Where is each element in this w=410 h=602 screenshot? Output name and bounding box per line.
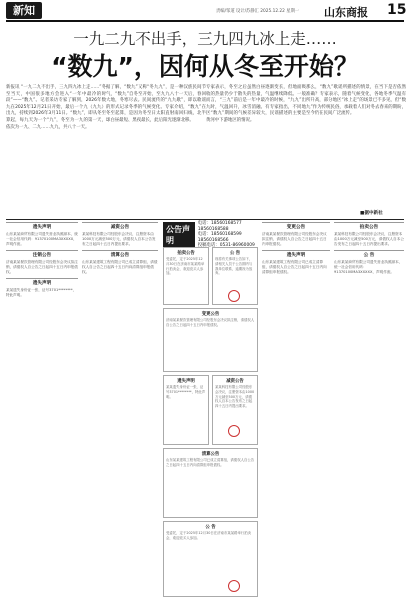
- ad-phone-line: 电话：18560168577 18560168588: [197, 221, 242, 232]
- notice-body: 受委托，定于2025年12月30日在济南市某某路举行拍卖会，欢迎竞买人参加。: [166, 531, 252, 540]
- notice-item: [262, 222, 330, 247]
- notice-item: [82, 250, 158, 275]
- ad-phone-line: 投稿电话：0531-86960009: [197, 243, 255, 249]
- page-header: [6, 2, 407, 22]
- article-column-4: 那么，“数九”歌谣所描述的情景，在当下是否依然准确？专家表示，随着气候变化，各地冬季气温有所升高，部分地区“冰上走”的场景已不多见，但“数九”作为传统民俗，承载着人们对冬去春来的期盼，至今仍在民间广泛流传。: [306, 85, 406, 117]
- notice-body: 济南某某餐饮管理有限公司经股东会决议拟注销，请债权人自公告之日起四十五日内申报债权。: [166, 318, 255, 327]
- ad-label: 公告声明: [163, 222, 195, 248]
- notice-item: [6, 250, 78, 275]
- notice-title: 公 告: [205, 525, 216, 530]
- notice-title: 注销公告: [32, 253, 52, 259]
- notice-body: 某某科技有限公司经股东会决议，注册资本由1000万元减至500万元，请债权人自本公告发布之日起四十五日内提出要求。: [82, 231, 156, 246]
- notice-column-1: [6, 222, 78, 598]
- seal-stamp: [228, 425, 240, 437]
- notice-title: 清算公告: [110, 253, 130, 259]
- notice-body: 某某遗失身份证一张，证号3701********，特此声明。: [6, 288, 77, 298]
- editor-meta: 责编/邹道 设计/苏静汇 2025.12.22 星期一: [216, 9, 300, 14]
- page-number: 15: [387, 2, 407, 18]
- notice-column-5: [334, 222, 404, 598]
- seal-stamp: [228, 290, 240, 302]
- ad-phone-line: 电话：18560168599 18560168566: [197, 232, 242, 243]
- notice-title: 减资公告: [110, 225, 130, 230]
- section-badge: 新知: [6, 2, 42, 19]
- notice-body: 山东某某建筑工程有限公司已成立清算组，请债权人自公告之日起四十五日内向清算组申报债权。: [82, 259, 158, 275]
- notice-title: 变更公告: [201, 312, 220, 317]
- notice-body: 某某科技有限公司经股东会决议，注册资本由1000万元减至500万元，请债权人自本公告发布之日起四十五日内提出要求。: [334, 231, 404, 246]
- notice-item: [6, 222, 78, 247]
- notice-title: 拍卖公告: [359, 225, 379, 230]
- seal-stamp: [228, 580, 240, 592]
- notice-body: 某某遗失身份证一张，证号3701********，特此声明。: [166, 385, 206, 399]
- notice-body: 山东某某商贸有限公司遗失营业执照副本，统一社会信用代码：91370100MA3XXXXX，声明作废。: [6, 231, 78, 246]
- ad-phones: [198, 221, 259, 248]
- article-column-1: 新报讯 “一九二九不出手，三九四九冰上走……”冬至当天，中国很多地方会进入“一年中最冷的时段”——“数九”。记者采访专家了解到，2026年数九在2025年12月21日开始，最后一个九（九九）出九，持续到2026年3月11日。“数九”，即从冬至算起，每九天为一个“九”，冬至为一九的第一天，依次为一九、二九……九九，共八十一天。: [6, 85, 106, 130]
- notice-item: [334, 222, 404, 247]
- notice-item: [334, 250, 404, 275]
- notice-title: 公 告: [363, 253, 375, 259]
- article-column-3: 专家表示，冬至之后虽然白昼逐渐变长，但地面吸收的热量仍少于散失的热量，气温继续降低。一般而言，“三九”前后是一年中最冷的时候，“九九”出九时，气温回升，冰雪消融。有专家指出，不同地区“数九”期间的气候差异较大，民谣描述的主要是黄河中下游地区的情况。: [206, 85, 306, 123]
- notice-body: 山东某某商贸有限公司遗失营业执照副本，统一社会信用代码：91370100MA3XXXXX，声明作废。: [334, 259, 403, 275]
- notice-title: 遗失声明: [32, 281, 52, 287]
- notice-body: 某某科技有限公司经股东会决议，注册资本由1000万元减至500万元，请债权人自本公告发布之日起四十五日内提出要求。: [215, 385, 255, 409]
- notice-title: 遗失声明: [32, 225, 52, 230]
- notice-cell: [163, 308, 258, 372]
- notice-column-2: [82, 222, 158, 598]
- notice-item: [262, 250, 330, 275]
- notice-body: 山东某某建筑工程有限公司已成立清算组，请债权人自公告之日起四十五日内向清算组申报债权。: [262, 259, 327, 275]
- article-byline: ■据中新社: [360, 211, 383, 216]
- newspaper-name: 山东商报: [324, 6, 368, 19]
- notice-cell: [163, 375, 209, 445]
- section-divider: [6, 219, 404, 220]
- notice-body: 现将有关事项公告如下，请相关人员于公告期内与我单位联系，逾期视为放弃。: [215, 257, 253, 276]
- headline-title: “数九”，因何从冬至开始？: [51, 52, 359, 81]
- notice-title: 公 告: [229, 251, 241, 256]
- notice-column-4: [262, 222, 330, 598]
- notice-body: 济南某某餐饮管理有限公司经股东会决议拟注销，请债权人自公告之日起四十五日内申报债权。: [6, 259, 78, 275]
- notice-title: 遗失声明: [177, 379, 195, 384]
- notice-body: 受委托，定于2025年12月30日在济南市某某路举行拍卖会，欢迎竞买人参加。: [166, 257, 205, 276]
- notice-body: 山东某某建筑工程有限公司已成立清算组，请债权人自公告之日起四十五日内向清算组申报债权。: [166, 458, 255, 467]
- notice-cell: [163, 247, 209, 305]
- notice-body: 济南某某餐饮管理有限公司经股东会决议拟注销，请债权人自公告之日起四十五日内申报债权。: [262, 231, 327, 246]
- notice-title: 清算公告: [201, 452, 220, 457]
- notice-item: [82, 222, 158, 247]
- notice-title: 变更公告: [286, 225, 306, 230]
- article-column-2: 据了解，“数九”又称“冬九九”，是一种汉族民间节气，“数九”自冬至开始，至九九八十一天后，春回大地，冬寒尽去。民间流传的“九九歌”，即以歌谣的形式记录冬季的气候变化。专家介绍，“数九”在冬至起算，是因为冬至日太阳直射南回归线，北半球白昼最短、黑夜最长，此后阳光逐渐北移。: [106, 85, 206, 123]
- notice-cell: [163, 448, 258, 518]
- notice-cell: [163, 521, 258, 597]
- headline-kicker: 一九二九不出手，三九四九冰上走……: [73, 30, 337, 48]
- ad-banner: [163, 221, 259, 249]
- notice-title: 减资公告: [226, 379, 244, 384]
- notice-item: [6, 278, 78, 298]
- notice-title: 拍卖公告: [177, 251, 195, 256]
- notice-title: 遗失声明: [286, 253, 306, 259]
